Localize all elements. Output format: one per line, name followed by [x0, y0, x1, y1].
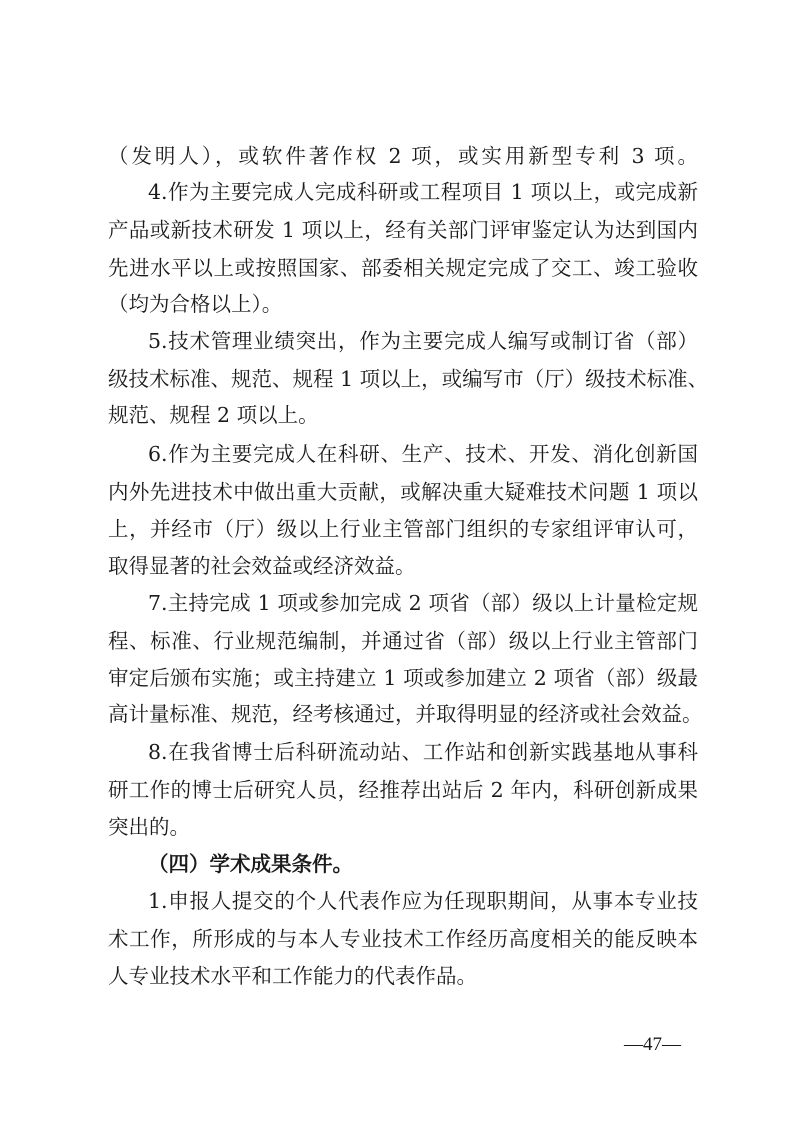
paragraph-line: 内外先进技术中做出重大贡献，或解决重大疑难技术问题 1 项以	[108, 480, 698, 504]
paragraph-line: 突出的。	[108, 815, 190, 839]
paragraph-line: 审定后颁布实施；或主持建立 1 项或参加建立 2 项省（部）级最	[108, 666, 698, 690]
paragraph-line: 1.申报人提交的个人代表作应为任现职期间，从事本专业技	[148, 889, 698, 913]
paragraph-line: 4.作为主要完成人完成科研或工程项目 1 项以上，或完成新	[148, 180, 698, 204]
paragraph-line: 8.在我省博士后科研流动站、工作站和创新实践基地从事科	[148, 740, 698, 764]
paragraph-line: 高计量标准、规范，经考核通过，并取得明显的经济或社会效益。	[108, 702, 703, 726]
paragraph-line: 人专业技术水平和工作能力的代表作品。	[108, 964, 477, 988]
paragraph-line: 术工作，所形成的与本人专业技术工作经历高度相关的能反映本	[108, 927, 698, 951]
paragraph-line: （发明人），或软件著作权 2 项，或实用新型专利 3 项。	[108, 144, 698, 168]
paragraph-line: 规范、规程 2 项以上。	[108, 403, 319, 427]
paragraph-line: 取得显著的社会效益或经济效益。	[108, 554, 416, 578]
paragraph-line: 产品或新技术研发 1 项以上，经有关部门评审鉴定认为达到国内	[108, 218, 698, 242]
paragraph-line: 5.技术管理业绩突出，作为主要完成人编写或制订省（部）	[148, 329, 698, 353]
section-heading: （四）学术成果条件。	[148, 852, 353, 876]
page-number: —47—	[624, 1034, 681, 1055]
paragraph-line: （均为合格以上）。	[108, 292, 283, 316]
paragraph-line: 级技术标准、规范、规程 1 项以上，或编写市（厅）级技术标准、	[108, 367, 709, 391]
paragraph-line: 7.主持完成 1 项或参加完成 2 项省（部）级以上计量检定规	[148, 591, 698, 615]
paragraph-line: 6.作为主要完成人在科研、生产、技术、开发、消化创新国	[148, 442, 698, 466]
paragraph-line: 上，并经市（厅）级以上行业主管部门组织的专家组评审认可，	[108, 517, 698, 541]
paragraph-line: 研工作的博士后研究人员，经推荐出站后 2 年内，科研创新成果	[108, 778, 698, 802]
paragraph-line: 程、标准、行业规范编制，并通过省（部）级以上行业主管部门	[108, 629, 698, 653]
paragraph-line: 先进水平以上或按照国家、部委相关规定完成了交工、竣工验收	[108, 256, 698, 280]
